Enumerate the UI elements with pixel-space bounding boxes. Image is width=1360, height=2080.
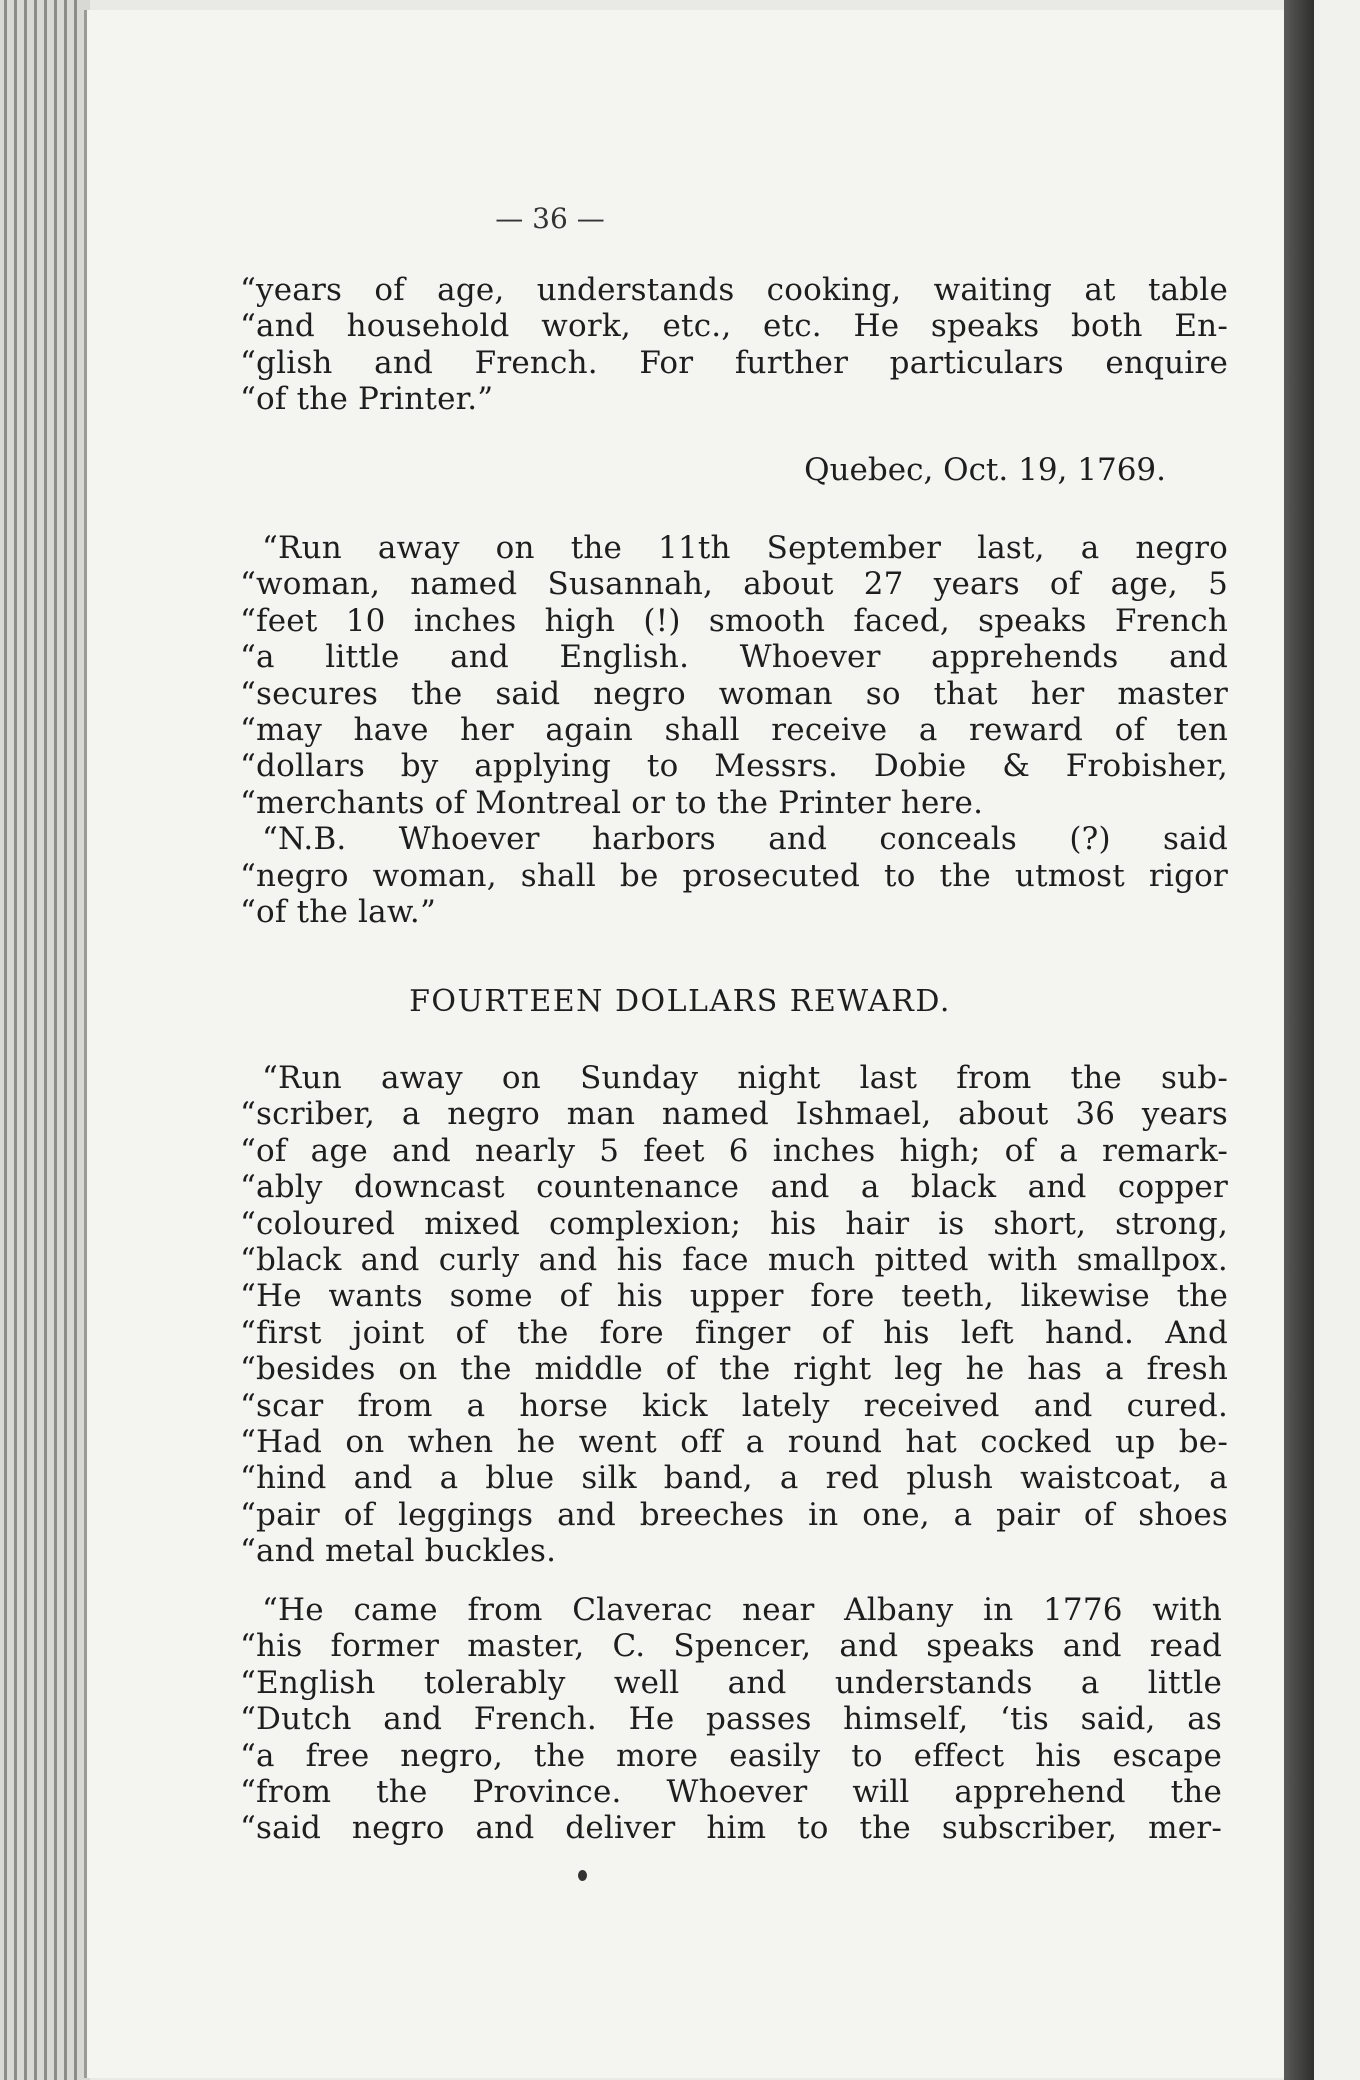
text-line: “woman, named Susannah, about 27 years of age, 5 xyxy=(240,566,1228,603)
text-line: “first joint of the fore finger of his left hand. And xyxy=(240,1314,1228,1351)
text-line: “Run away on Sunday night last from the sub- xyxy=(262,1060,1228,1096)
page-gutter-shadow xyxy=(1284,0,1314,2080)
text-line: “black and curly and his face much pitted with smallpox. xyxy=(240,1242,1228,1278)
text-line: “Had on when he went off a round hat cocked up be- xyxy=(240,1424,1228,1460)
text-line: “glish and French. For further particulars enquire xyxy=(240,344,1228,381)
text-line: “English tolerably well and understands a little xyxy=(240,1664,1222,1701)
page-number: — 36 — xyxy=(495,202,605,235)
text-line: “pair of leggings and breeches in one, a pair of shoes xyxy=(240,1496,1228,1533)
text-line: “ably downcast countenance and a black and copper xyxy=(240,1169,1228,1206)
text-line: “hind and a blue silk band, a red plush waistcoat, a xyxy=(240,1460,1228,1497)
section-heading: FOURTEEN DOLLARS REWARD. xyxy=(409,984,951,1019)
facing-page-edge xyxy=(1314,0,1360,2080)
text-line: “of the Printer.” xyxy=(240,380,494,417)
text-line: “besides on the middle of the right leg he has a fresh xyxy=(240,1351,1228,1388)
text-line: “and household work, etc., etc. He speaks both En- xyxy=(240,308,1228,345)
text-line: “Run away on the 11th September last, a negro xyxy=(262,530,1228,566)
text-line: “a free negro, the more easily to effect his escape xyxy=(240,1737,1222,1774)
text-line: “Dutch and French. He passes himself, ‘tis said, as xyxy=(240,1701,1222,1738)
text-line: “may have her again shall receive a reward of ten xyxy=(240,712,1228,748)
bullet-mark xyxy=(578,1870,587,1881)
text-line: “and metal buckles. xyxy=(240,1533,557,1570)
text-line: “years of age, understands cooking, waiting at table xyxy=(240,272,1228,308)
text-line: “He wants some of his upper fore teeth, likewise the xyxy=(240,1278,1228,1315)
stacked-page-edges xyxy=(0,0,90,2080)
text-line: “from the Province. Whoever will apprehend the xyxy=(240,1774,1222,1810)
text-line: “merchants of Montreal or to the Printer here. xyxy=(240,784,984,821)
text-line: “dollars by applying to Messrs. Dobie & Frobisher, xyxy=(240,748,1228,785)
text-line: “negro woman, shall be prosecuted to the utmost rigor xyxy=(240,857,1228,894)
text-line: “a little and English. Whoever apprehends and xyxy=(240,639,1228,676)
text-line: “feet 10 inches high (!) smooth faced, speaks French xyxy=(240,602,1228,639)
text-line: “He came from Claverac near Albany in 1776 with xyxy=(262,1592,1222,1628)
text-line: “of age and nearly 5 feet 6 inches high; of a remark- xyxy=(240,1132,1228,1169)
text-line: “said negro and deliver him to the subscriber, mer- xyxy=(240,1810,1222,1847)
text-line: “N.B. Whoever harbors and conceals (?) said xyxy=(262,821,1228,858)
text-line: “his former master, C. Spencer, and speaks and read xyxy=(240,1628,1222,1665)
text-line: “scriber, a negro man named Ishmael, about 36 years xyxy=(240,1096,1228,1133)
text-line: “secures the said negro woman so that her master xyxy=(240,675,1228,712)
text-line: “coloured mixed complexion; his hair is short, strong, xyxy=(240,1205,1228,1242)
text-line: “scar from a horse kick lately received and cured. xyxy=(240,1387,1228,1424)
text-line: “of the law.” xyxy=(240,894,437,930)
dateline: Quebec, Oct. 19, 1769. xyxy=(804,452,1166,488)
